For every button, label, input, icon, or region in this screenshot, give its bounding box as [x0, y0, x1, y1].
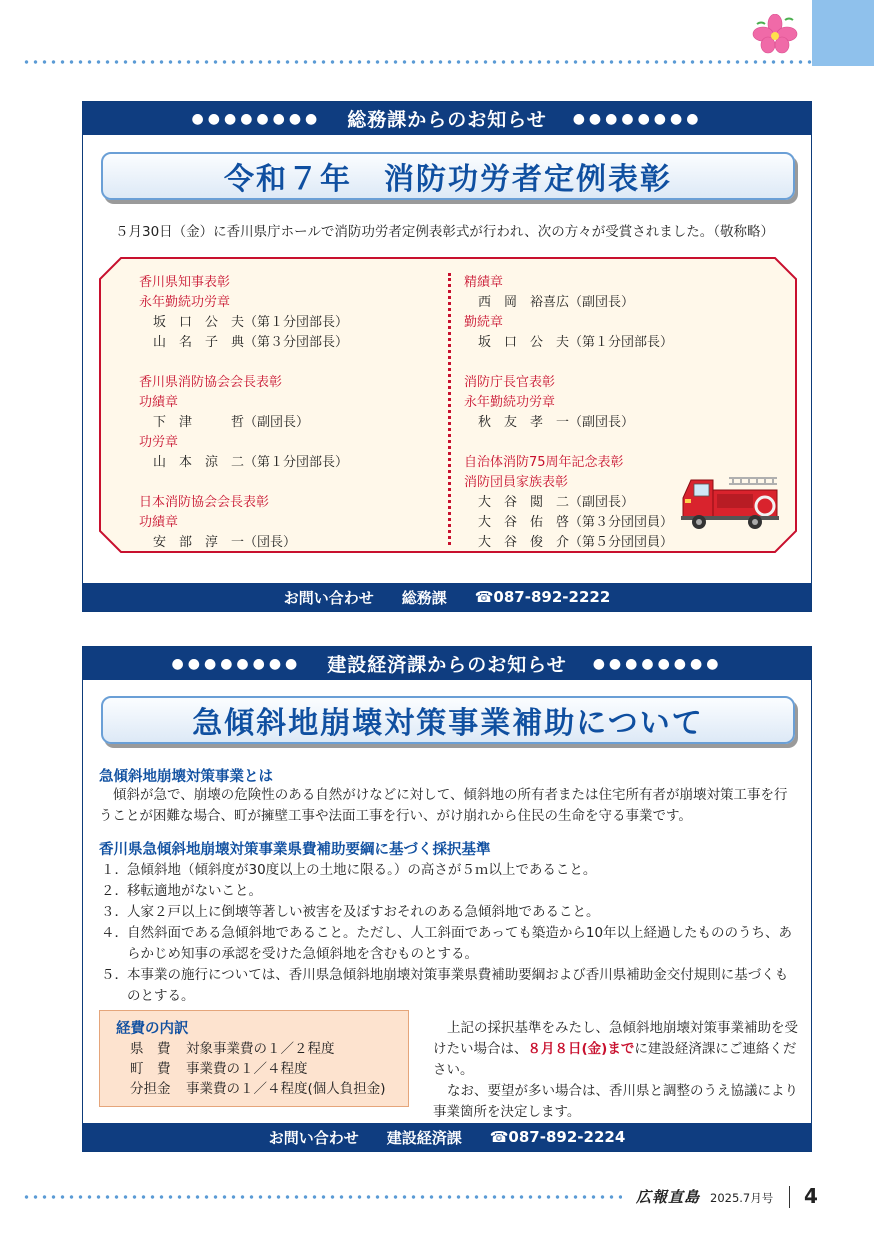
- section-header-title: 総務課からのお知らせ: [347, 109, 547, 131]
- subheading-criteria: 香川県急傾斜地崩壊対策事業県費補助要綱に基づく採択基準: [99, 842, 491, 858]
- note-paragraph: 上記の採択基準をみたし、急傾斜地崩壊対策事業補助を受けたい場合は、８月８日(金)までに建設経済課にご連絡ください。: [433, 1020, 798, 1078]
- section-header-title: 建設経済課からのお知らせ: [327, 654, 567, 676]
- awardee-name: 坂 口 公 夫（第１分団部長）: [153, 315, 349, 330]
- awardee-name: 山 本 涼 二（第１分団部長）: [153, 455, 349, 470]
- spacer: [139, 353, 348, 373]
- contact-label: お問い合わせ: [283, 588, 374, 607]
- awardee-name: 大 谷 俊 介（第５分団団員）: [478, 535, 674, 550]
- contact-dept: 建設経済課: [386, 1128, 462, 1147]
- criteria-number: １．: [101, 862, 128, 878]
- article-title: 急傾斜地崩壊対策事業補助について: [192, 706, 704, 741]
- criteria-text: 自然斜面である急傾斜地であること。ただし、人工斜面であっても築造から10年以上経過したもののうち、あらかじめ知事の承認を受けた急傾斜地を含むものとする。: [127, 925, 793, 962]
- publication-logo: 広報直島: [636, 1188, 701, 1206]
- award-category: 勤続章: [464, 315, 504, 330]
- criteria-number: ２．: [101, 883, 128, 899]
- deadline: ８月８日(金)まで: [527, 1041, 635, 1057]
- cost-label: 分担金: [130, 1081, 171, 1097]
- cost-label: 県 費: [130, 1041, 171, 1057]
- cost-value: 対象事業費の１／２程度: [186, 1041, 335, 1057]
- application-note: [433, 1018, 799, 1123]
- contact-label: お問い合わせ: [268, 1128, 359, 1147]
- header-dots: ●●●●●●●●: [191, 110, 322, 127]
- criteria-item: [101, 902, 801, 923]
- criteria-item: [101, 965, 801, 1007]
- awardee-name: 下 津 哲（副団長）: [153, 415, 310, 430]
- award-category: 精績章: [464, 275, 504, 290]
- section-header: [83, 102, 811, 135]
- award-list-left: [139, 273, 348, 553]
- bottom-dotted-rule: [22, 1195, 622, 1199]
- cost-value: 事業費の１／４程度: [186, 1061, 308, 1077]
- spacer: [464, 433, 673, 453]
- criteria-number: ３．: [101, 904, 128, 920]
- award-category: 功労章: [139, 435, 179, 450]
- article-title: 令和７年 消防功労者定例表彰: [224, 162, 672, 197]
- award-list-right: [464, 273, 673, 553]
- cost-value: 事業費の１／４程度(個人負担金): [186, 1081, 386, 1097]
- cost-row: [116, 1039, 392, 1059]
- awardee-name: 山 名 子 典（第３分団部長）: [153, 335, 349, 350]
- awardee-name: 大 谷 閲 二（副団長）: [478, 495, 635, 510]
- criteria-item: [101, 881, 801, 902]
- intro-text: ５月30日（金）に香川県庁ホールで消防功労者定例表彰式が行われ、次の方々が受賞されました。（敬称略）: [115, 224, 774, 240]
- awardee-name: 安 部 淳 一（団長）: [153, 535, 297, 550]
- contact-bar: [83, 583, 811, 611]
- award-category: 消防団員家族表彰: [464, 475, 569, 490]
- project-description: 傾斜が急で、崩壊の危険性のある自然がけなどに対して、傾斜地の所有者または住宅所有者が崩壊対策工事を行うことが困難な場合、町が擁壁工事や法面工事を行い、がけ崩れから住民の生命を守る事業です。: [99, 787, 788, 824]
- criteria-item: [101, 923, 801, 965]
- contact-phone[interactable]: ☎087-892-2222: [474, 588, 611, 606]
- corner-tab: [812, 0, 874, 66]
- criteria-text: 人家２戸以上に倒壊等著しい被害を及ぼすおそれのある急傾斜地であること。: [127, 904, 600, 920]
- cost-title: 経費の内訳: [116, 1021, 189, 1037]
- top-dotted-rule: [22, 60, 812, 64]
- footer-divider: [789, 1186, 790, 1208]
- criteria-list: [101, 860, 801, 1007]
- award-category: 永年勤続功労章: [139, 295, 231, 310]
- award-category: 消防庁長官表彰: [464, 375, 556, 390]
- section-header: [83, 647, 811, 680]
- awardee-name: 西 岡 裕喜広（副団長）: [478, 295, 635, 310]
- contact-dept: 総務課: [401, 588, 447, 607]
- spacer: [464, 353, 673, 373]
- award-divider: [448, 273, 451, 545]
- award-category: 功績章: [139, 515, 179, 530]
- criteria-text: 本事業の施行については、香川県急傾斜地崩壊対策事業県費補助要綱および香川県補助金交付規則に基づくものとする。: [127, 967, 789, 1004]
- header-dots: ●●●●●●●●: [592, 655, 723, 672]
- award-category: 功績章: [139, 395, 179, 410]
- header-dots: ●●●●●●●●: [572, 110, 703, 127]
- contact-bar: [83, 1123, 811, 1151]
- page-number: 4: [804, 1184, 818, 1208]
- awardee-name: 坂 口 公 夫（第１分団部長）: [478, 335, 674, 350]
- award-category: 香川県消防協会会長表彰: [139, 375, 283, 390]
- criteria-number: ４．: [101, 925, 128, 941]
- contact-phone[interactable]: ☎087-892-2224: [489, 1128, 626, 1146]
- criteria-number: ５．: [101, 967, 128, 983]
- award-category: 永年勤続功労章: [464, 395, 556, 410]
- note-paragraph: なお、要望が多い場合は、香川県と調整のうえ協議により事業箇所を決定します。: [433, 1083, 798, 1120]
- article-title-box: [101, 152, 795, 200]
- notice-section-general-affairs: [82, 101, 812, 612]
- awardee-name: 大 谷 佑 啓（第３分団団員）: [478, 515, 674, 530]
- criteria-text: 移転適地がないこと。: [127, 883, 262, 899]
- flower-icon: [752, 14, 798, 54]
- award-category: 香川県知事表彰: [139, 275, 231, 290]
- notice-section-construction: [82, 646, 812, 1152]
- article-title-box: [101, 696, 795, 744]
- criteria-item: [101, 860, 801, 881]
- criteria-text: 急傾斜地（傾斜度が30度以上の土地に限る。）の高さが５ｍ以上であること。: [127, 862, 597, 878]
- cost-breakdown-box: [99, 1010, 409, 1107]
- fire-truck-icon: [681, 472, 781, 532]
- award-category: 日本消防協会会長表彰: [139, 495, 270, 510]
- cost-label: 町 費: [130, 1061, 171, 1077]
- awardee-name: 秋 友 孝 一（副団長）: [478, 415, 635, 430]
- spacer: [139, 473, 348, 493]
- award-category: 自治体消防75周年記念表彰: [464, 455, 624, 470]
- header-dots: ●●●●●●●●: [171, 655, 302, 672]
- cost-row: [116, 1079, 392, 1099]
- issue-date: 2025.7月号: [710, 1191, 774, 1205]
- cost-row: [116, 1059, 392, 1079]
- subheading-project: 急傾斜地崩壊対策事業とは: [99, 769, 273, 785]
